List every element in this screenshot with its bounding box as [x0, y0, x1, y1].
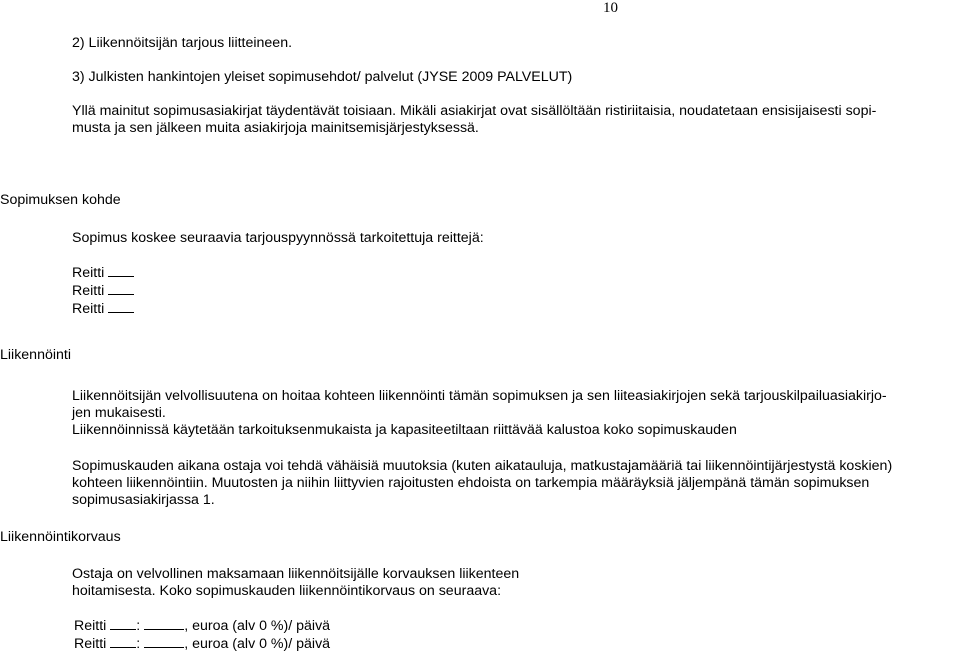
route-list [72, 264, 134, 318]
page-number: 10 [603, 0, 618, 16]
korvaus-row-colon: : [136, 618, 141, 634]
route-label: Reitti [72, 301, 105, 317]
route-label: Reitti [72, 265, 105, 281]
amount-blank [144, 635, 184, 648]
liikennointi-p2-line-2: kohteen liikennöintiin. Muutosten ja niihin liittyvien rajoitusten ehdoista on tarkempia määräyksiä jäljempänä tämän sopimuksen [72, 475, 870, 491]
list-item-2: 2) Liikennöitsijän tarjous liitteineen. [72, 35, 293, 51]
korvaus-paragraph [72, 566, 519, 600]
section-heading-liikennointi: Liikennöinti [0, 347, 71, 363]
korvaus-row-text: , euroa (alv 0 %)/ päivä [184, 636, 331, 652]
liikennointi-p1-line-3: Liikennöinnissä käytetään tarkoituksenmukaista ja kapasiteetiltaan riittävää kalustoa koko sopimuskauden [72, 422, 737, 438]
section-heading-sopimuksen-kohde: Sopimuksen kohde [0, 192, 121, 208]
intro-line-1: Yllä mainitut sopimusasiakirjat täydentävät toisiaan. Mikäli asiakirjat ovat sisällöltään ristiriitaisia, noudatetaan ensisijaisesti sopi- [72, 103, 877, 119]
route-item [72, 282, 134, 300]
korvaus-row [74, 635, 330, 653]
korvaus-rows [74, 617, 330, 653]
korvaus-row-text: , euroa (alv 0 %)/ päivä [184, 618, 331, 634]
korvaus-line-1: Ostaja on velvollinen maksamaan liikennöitsijälle korvauksen liikenteen [72, 566, 520, 582]
sopimuksen-kohde-text: Sopimus koskee seuraavia tarjouspyynnössä tarkoitettuja reittejä: [72, 230, 484, 246]
route-blank [110, 617, 136, 630]
liikennointi-p1-line-1: Liikennöitsijän velvollisuutena on hoitaa kohteen liikennöinti tämän sopimuksen ja sen liiteasiakirjojen sekä tarjouskilpailuasiakirjo- [72, 388, 887, 404]
liikennointi-p2-line-1: Sopimuskauden aikana ostaja voi tehdä vähäisiä muutoksia (kuten aikatauluja, matkustajamääriä tai liikennöintijärjestystä koskien) [72, 458, 893, 474]
intro-paragraph [72, 103, 876, 137]
section-heading-liikennointikorvaus: Liikennöintikorvaus [0, 529, 121, 545]
route-blank [108, 282, 134, 295]
korvaus-line-2: hoitamisesta. Koko sopimuskauden liikennöintikorvaus on seuraava: [72, 583, 502, 599]
route-blank [108, 300, 134, 313]
korvaus-row-label: Reitti [74, 636, 107, 652]
route-label: Reitti [72, 283, 105, 299]
route-blank [108, 264, 134, 277]
liikennointi-paragraph-1 [72, 388, 887, 439]
liikennointi-paragraph-2 [72, 458, 892, 509]
korvaus-row-colon: : [136, 636, 141, 652]
route-blank [110, 635, 136, 648]
liikennointi-p2-line-3: sopimusasiakirjassa 1. [72, 492, 215, 508]
route-item [72, 264, 134, 282]
intro-line-2: musta ja sen jälkeen muita asiakirjoja mainitsemisjärjestyksessä. [72, 120, 479, 136]
korvaus-row [74, 617, 330, 635]
amount-blank [144, 617, 184, 630]
liikennointi-p1-line-2: jen mukaisesti. [72, 405, 166, 421]
route-item [72, 300, 134, 318]
korvaus-row-label: Reitti [74, 618, 107, 634]
list-item-3: 3) Julkisten hankintojen yleiset sopimusehdot/ palvelut (JYSE 2009 PALVELUT) [72, 69, 573, 85]
